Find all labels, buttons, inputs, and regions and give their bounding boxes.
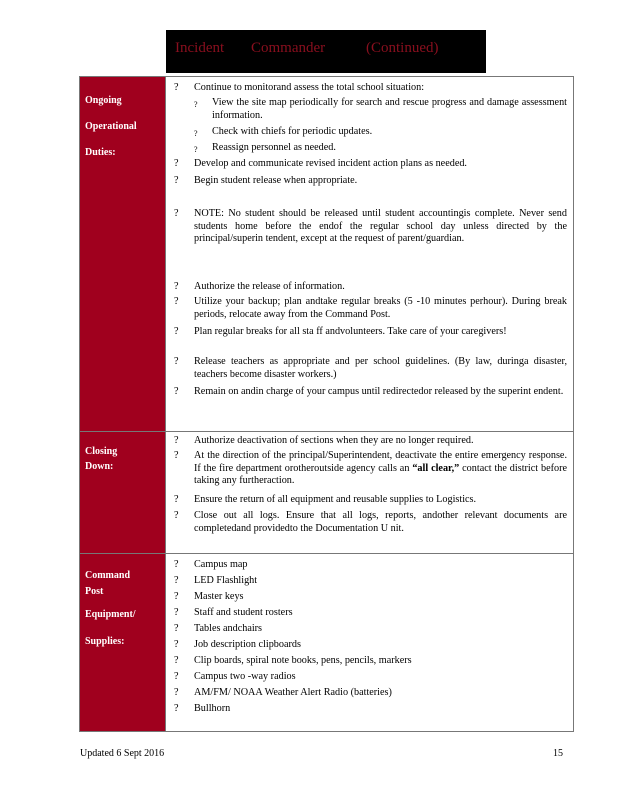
item-text: Job description clipboards <box>194 639 301 650</box>
bullet: ? <box>174 208 179 219</box>
label-line: Duties: <box>85 147 116 158</box>
item-text: LED Flashlight <box>194 575 258 586</box>
item-text: Clip boards, spiral note books, pens, pencils, markers <box>194 655 412 666</box>
bullet: ? <box>174 591 179 602</box>
label-line: Equipment/ <box>85 609 136 620</box>
item-text: View the site map periodically for search and rescue progress and damage assessment information. <box>212 97 567 121</box>
bullet: ? <box>174 356 179 367</box>
label-line: Operational <box>85 121 137 132</box>
item-text <box>194 450 567 488</box>
item-text: Campus map <box>194 559 248 570</box>
label-line: Command <box>85 570 131 581</box>
duties-table <box>79 76 574 732</box>
title-word-2: Commander <box>251 40 326 56</box>
item-text: Begin student release when appropriate. <box>194 175 358 186</box>
item-text: Authorize deactivation of sections when they are no longer required. <box>194 435 474 446</box>
section-content-command-post <box>170 554 567 731</box>
bullet: ? <box>174 82 179 93</box>
bullet: ? <box>174 607 179 618</box>
bullet: ? <box>174 655 179 666</box>
label-line: Post <box>85 586 104 597</box>
bullet: ? <box>174 494 179 505</box>
label-line: Ongoing <box>85 95 122 106</box>
row-command-post-equipment <box>80 553 573 731</box>
item-text: Utilize your backup; plan andtake regular breaks (5 -10 minutes perhour). During break periods, relocate away from the Command Post. <box>194 296 567 320</box>
item-text: Reassign personnel as needed. <box>212 142 336 153</box>
bullet: ? <box>174 326 179 337</box>
item-text: Remain on andin charge of your campus until redirectedor released by the superint endent. <box>194 386 564 397</box>
item-text: Plan regular breaks for all sta ff andvolunteers. Take care of your caregivers! <box>194 326 507 337</box>
item-text: AM/FM/ NOAA Weather Alert Radio (batteries) <box>194 687 392 698</box>
bullet: ? <box>174 703 179 714</box>
item-text: Bullhorn <box>194 703 231 714</box>
item-text-part: At the direction of the principal/Superintendent, deactivate the entire emergency response. If the fire department orotheroutside agency calls an <box>194 450 567 474</box>
bullet: ? <box>174 435 179 446</box>
bullet: ? <box>174 687 179 698</box>
item-text: NOTE: No student should be released until student accountingis complete. Never send students home before the endof the regular school day unless directed by the principal/superin tendent, except at the request of parent/guardian. <box>194 208 567 244</box>
section-content-ongoing <box>170 77 567 431</box>
title-word-3: (Continued) <box>366 40 439 56</box>
label-line: Closing <box>85 446 118 457</box>
bullet: ? <box>174 671 179 682</box>
bullet: ? <box>194 100 198 109</box>
bullet: ? <box>194 129 198 138</box>
bullet: ? <box>194 145 198 154</box>
section-label-closing <box>80 432 166 553</box>
item-text: Master keys <box>194 591 244 602</box>
item-text: Check with chiefs for periodic updates. <box>212 126 373 137</box>
row-ongoing-operational-duties <box>80 77 573 431</box>
label-line: Down: <box>85 461 114 472</box>
section-label-ongoing <box>80 77 166 431</box>
item-text: Ensure the return of all equipment and reusable supplies to Logistics. <box>194 494 477 505</box>
item-text: Close out all logs. Ensure that all logs, reports, andother relevant documents are completedand providedto the Documentation U nit. <box>194 510 567 534</box>
section-label-command-post <box>80 554 166 731</box>
item-text: Campus two -way radios <box>194 671 296 682</box>
bullet: ? <box>174 639 179 650</box>
item-text: Staff and student rosters <box>194 607 293 618</box>
bullet: ? <box>174 158 179 169</box>
item-text-part: contact the district before taking any furtheraction. <box>194 462 568 486</box>
bullet: ? <box>174 281 179 292</box>
label-line: Supplies: <box>85 636 125 647</box>
header-bar <box>166 30 486 73</box>
bullet: ? <box>174 296 179 307</box>
item-text: Develop and communicate revised incident action plans as needed. <box>194 158 467 169</box>
row-closing-down <box>80 431 573 553</box>
title-word-1: Incident <box>175 40 225 56</box>
bullet: ? <box>174 559 179 570</box>
page-number: 15 <box>553 748 563 759</box>
all-clear-emphasis: “all clear,” <box>412 462 460 474</box>
item-text: Continue to monitorand assess the total school situation: <box>194 82 425 93</box>
item-text: Release teachers as appropriate and per school guidelines. (By law, duringa disaster, teachers become disaster workers.) <box>194 356 567 380</box>
bullet: ? <box>174 450 179 461</box>
footer-updated: Updated 6 Sept 2016 <box>80 748 165 759</box>
section-content-closing <box>170 432 567 553</box>
bullet: ? <box>174 175 179 186</box>
item-text: Authorize the release of information. <box>194 281 345 292</box>
bullet: ? <box>174 510 179 521</box>
bullet: ? <box>174 623 179 634</box>
item-text: Tables andchairs <box>194 623 263 634</box>
bullet: ? <box>174 386 179 397</box>
bullet: ? <box>174 575 179 586</box>
